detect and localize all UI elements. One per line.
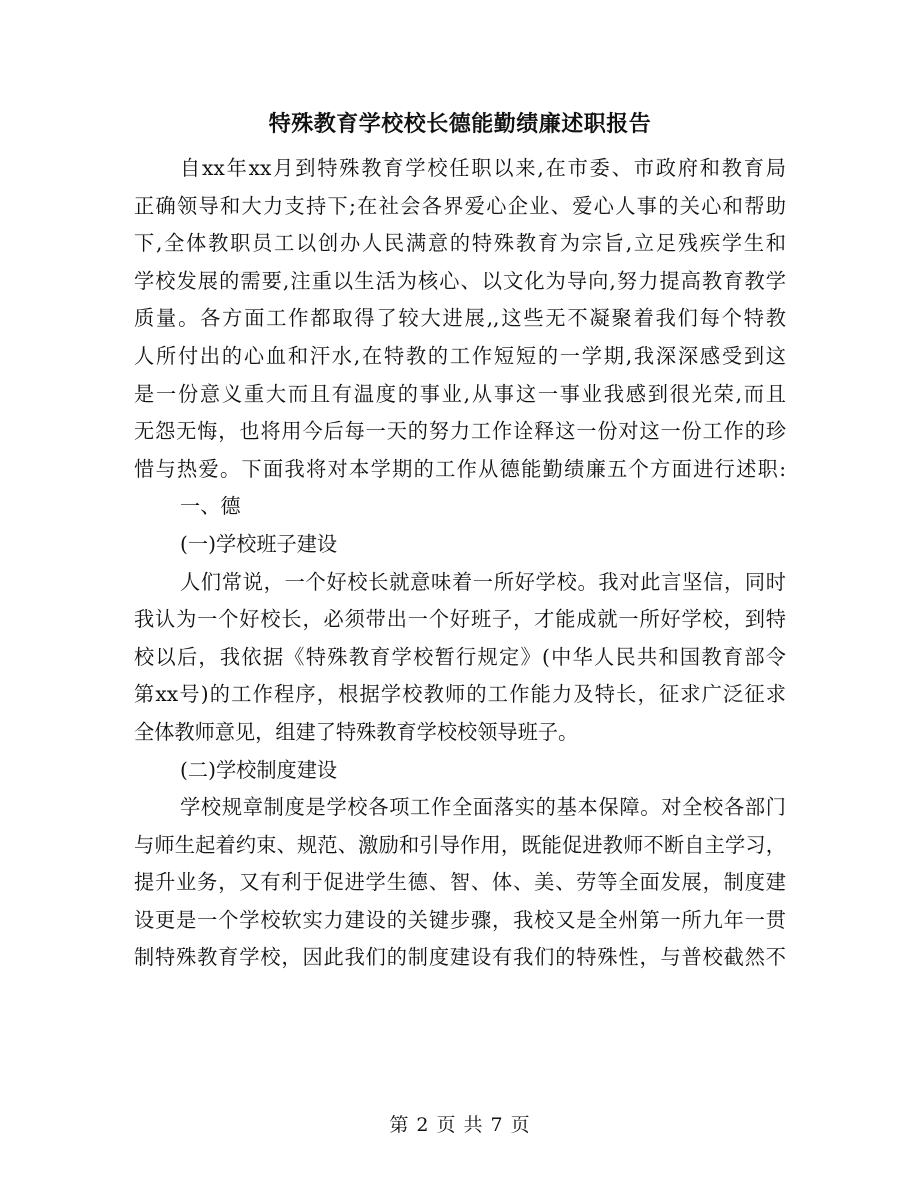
text-line: 惜与热爱。下面我将对本学期的工作从德能勤绩廉五个方面进行述职:: [134, 456, 786, 481]
text-line: 提升业务，又有利于促进学生德、智、体、美、劳等全面发展，制度建: [134, 870, 786, 895]
text-line: 质量。各方面工作都取得了较大进展,,这些无不凝聚着我们每个特教: [134, 306, 786, 331]
text-line: 设更是一个学校软实力建设的关键步骤，我校又是全州第一所九年一贯: [134, 907, 786, 932]
subsection-heading: (二)学校制度建设: [180, 757, 338, 782]
document-body: [134, 150, 786, 977]
text-line: 下,全体教职员工以创办人民满意的特殊教育为宗旨,立足残疾学生和: [134, 231, 786, 256]
text-line: 第xx号)的工作程序，根据学校教师的工作能力及特长，征求广泛征求: [134, 682, 786, 707]
text-line: 学校规章制度是学校各项工作全面落实的基本保障。对全校各部门: [180, 795, 786, 820]
document-title: 特殊教育学校校长德能勤绩廉述职报告: [268, 111, 652, 137]
text-line: 制特殊教育学校，因此我们的制度建设有我们的特殊性，与普校截然不: [134, 945, 786, 970]
text-line: 是一份意义重大而且有温度的事业,从事这一事业我感到很光荣,而且: [134, 381, 786, 406]
page-number-footer: 第 2 页 共 7 页: [389, 1114, 531, 1136]
text-line: 自xx年xx月到特殊教育学校任职以来,在市委、市政府和教育局: [180, 156, 786, 180]
text-line: 人们常说，一个好校长就意味着一所好学校。我对此言坚信，同时: [180, 569, 786, 594]
text-line: 人所付出的心血和汗水,在特教的工作短短的一学期,我深深感受到这: [134, 343, 786, 368]
text-line: 校以后，我依据《特殊教育学校暂行规定》(中华人民共和国教育部令: [134, 644, 786, 669]
text-line: 正确领导和大力支持下;在社会各界爱心企业、爱心人事的关心和帮助: [134, 193, 786, 218]
text-line: 与师生起着约束、规范、激励和引导作用，既能促进教师不断自主学习，: [134, 832, 786, 857]
text-line: 全体教师意见，组建了特殊教育学校校领导班子。: [134, 719, 579, 744]
text-line: 学校发展的需要,注重以生活为核心、以文化为导向,努力提高教育教学: [134, 268, 786, 293]
subsection-heading: (一)学校班子建设: [180, 531, 338, 556]
text-line: 我认为一个好校长，必须带出一个好班子，才能成就一所好学校，到特: [134, 607, 786, 632]
text-line: 无怨无悔，也将用今后每一天的努力工作诠释这一份对这一份工作的珍: [134, 419, 786, 444]
section-heading: 一、德: [180, 494, 241, 519]
